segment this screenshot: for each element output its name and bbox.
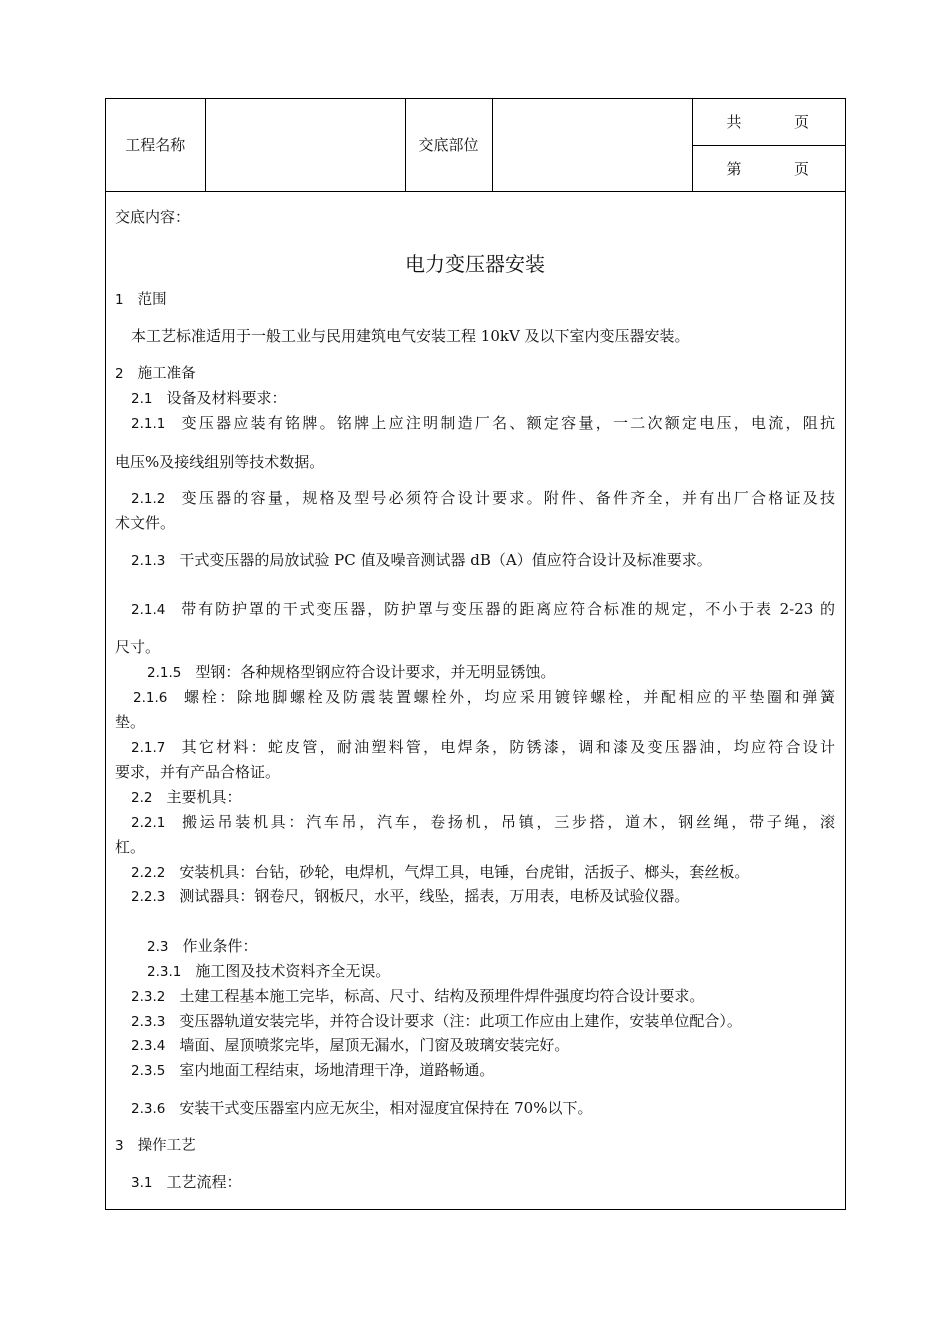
- document-title: 电力变压器安装: [405, 252, 545, 276]
- item-2-1-2: [131, 487, 835, 508]
- item-text: 变压器轨道安装完毕，并符合设计要求（注：此项工作应由上建作，安装单位配合）。: [179, 1012, 742, 1030]
- item-2-1-2-cont: 术文件。: [115, 514, 176, 532]
- item-number: 2.3.6: [131, 1101, 166, 1117]
- item-2-1-4-cont: 尺寸。: [115, 638, 161, 656]
- item-2-1-7: [131, 736, 835, 757]
- item-number: 2.3.3: [131, 1014, 166, 1030]
- item-2-1-6-cont: 垫。: [115, 713, 146, 731]
- section-2-heading: [115, 362, 196, 383]
- item-number: 2.3.5: [131, 1063, 166, 1079]
- location-value[interactable]: [492, 99, 692, 191]
- section-3-heading: [115, 1134, 196, 1155]
- item-number: 2.1.1: [131, 416, 166, 432]
- location-label: 交底部位: [405, 99, 492, 191]
- item-2-3-2: [131, 985, 704, 1006]
- intro-label: 交底内容：: [115, 208, 191, 226]
- item-number: 2.3.2: [131, 989, 166, 1005]
- item-text: 作业条件：: [182, 937, 258, 955]
- item-2-3-5: [131, 1059, 494, 1080]
- project-name-label: 工程名称: [106, 99, 205, 191]
- page-number-cell: [692, 145, 845, 191]
- item-2-1-3: [131, 549, 712, 570]
- item-number: 2.3.1: [147, 964, 182, 980]
- item-2-1: [131, 387, 287, 408]
- section-3-number: 3: [115, 1138, 124, 1154]
- header-table: [106, 99, 845, 192]
- item-2-2-2: [131, 861, 749, 882]
- item-2-1-4: [131, 598, 835, 619]
- item-number: 2.2.2: [131, 865, 166, 881]
- item-number: 2.2: [131, 790, 153, 806]
- section-1-number: 1: [115, 292, 124, 308]
- item-number: 2.1.2: [131, 491, 166, 507]
- item-2-3-4: [131, 1034, 569, 1055]
- total-pages-suffix: 页: [793, 113, 809, 132]
- item-number: 2.1.3: [131, 553, 166, 569]
- item-number: 2.1.6: [133, 690, 168, 706]
- item-number: 2.2.1: [131, 815, 166, 831]
- item-text: 变压器的容量，规格及型号必须符合设计要求。附件、备件齐全，并有出厂合格证及技: [179, 489, 835, 507]
- item-3-1: [131, 1171, 242, 1192]
- item-text: 室内地面工程结束，场地清理干净，道路畅通。: [179, 1061, 495, 1079]
- item-2-1-7-cont: 要求，并有产品合格证。: [115, 763, 281, 781]
- item-number: 2.1.7: [131, 740, 166, 756]
- page-number-prefix: 第: [726, 159, 742, 178]
- section-2-number: 2: [115, 366, 124, 382]
- project-name-value[interactable]: [205, 99, 405, 191]
- item-2-2-3: [131, 885, 689, 906]
- item-text: 其它材料：蛇皮管，耐油塑料管，电焊条，防锈漆，调和漆及变压器油，均应符合设计: [179, 738, 835, 756]
- item-text: 墙面、屋顶喷浆完毕，屋顶无漏水，门窗及玻璃安装完好。: [179, 1036, 570, 1054]
- total-pages-cell: [692, 99, 845, 145]
- item-text: 测试器具：钢卷尺，钢板尺，水平，线坠，摇表，万用表，电桥及试验仪器。: [179, 887, 690, 905]
- item-text: 干式变压器的局放试验 PC 值及噪音测试器 dB（A）值应符合设计及标准要求。: [179, 551, 712, 569]
- item-2-2-1: [131, 811, 835, 832]
- item-number: 2.3: [147, 939, 169, 955]
- item-text: 螺栓：除地脚螺栓及防震装置螺栓外，均应采用镀锌螺栓，并配相应的平垫圈和弹簧: [181, 688, 835, 706]
- item-text: 施工图及技术资料齐全无误。: [195, 962, 391, 980]
- item-text: 搬运吊装机具：汽车吊，汽车，卷扬机，吊镇，三步搭，道木，钢丝绳，带子绳，滚: [179, 813, 835, 831]
- item-text: 安装机具：台钻，砂轮，电焊机，气焊工具，电锤，台虎钳，活扳子、榔头，套丝板。: [179, 863, 750, 881]
- item-2-1-1-cont: 电压%及接线组别等技术数据。: [115, 453, 325, 471]
- item-2-1-1: [131, 412, 835, 433]
- item-text: 带有防护罩的干式变压器，防护罩与变压器的距离应符合标准的规定，不小于表 2-23 的: [179, 600, 835, 618]
- item-2-1-6: [133, 686, 835, 707]
- item-2-1-5: [147, 661, 555, 682]
- item-2-3-6: [131, 1097, 592, 1118]
- item-number: 2.1: [131, 391, 153, 407]
- section-2-title: 施工准备: [137, 366, 196, 382]
- section-1-title: 范围: [137, 292, 167, 308]
- item-number: 2.1.5: [147, 665, 182, 681]
- item-text: 工艺流程：: [166, 1173, 242, 1191]
- item-text: 主要机具：: [166, 788, 242, 806]
- item-2-3-1: [147, 960, 390, 981]
- total-pages-prefix: 共: [726, 113, 742, 132]
- item-number: 2.2.3: [131, 889, 166, 905]
- item-text: 型钢：各种规格型钢应符合设计要求，并无明显锈蚀。: [195, 663, 556, 681]
- item-text: 变压器应装有铭牌。铭牌上应注明制造厂名、额定容量，一二次额定电压，电流，阻抗: [179, 414, 835, 432]
- section-1-text: 本工艺标准适用于一般工业与民用建筑电气安装工程 10kV 及以下室内变压器安装。: [131, 327, 690, 345]
- item-number: 3.1: [131, 1175, 153, 1191]
- item-text: 土建工程基本施工完毕，标高、尺寸、结构及预埋件焊件强度均符合设计要求。: [179, 987, 705, 1005]
- page-number-suffix: 页: [793, 159, 809, 178]
- section-3-title: 操作工艺: [137, 1138, 196, 1154]
- item-number: 2.1.4: [131, 602, 166, 618]
- item-text: 安装干式变压器室内应无灰尘，相对湿度宜保持在 70%以下。: [179, 1099, 593, 1117]
- item-number: 2.3.4: [131, 1038, 166, 1054]
- item-2-3: [147, 935, 258, 956]
- item-2-2: [131, 786, 242, 807]
- item-text: 设备及材料要求：: [166, 389, 287, 407]
- item-2-2-1-cont: 杠。: [115, 838, 146, 856]
- item-2-3-3: [131, 1010, 742, 1031]
- section-1-heading: [115, 288, 167, 309]
